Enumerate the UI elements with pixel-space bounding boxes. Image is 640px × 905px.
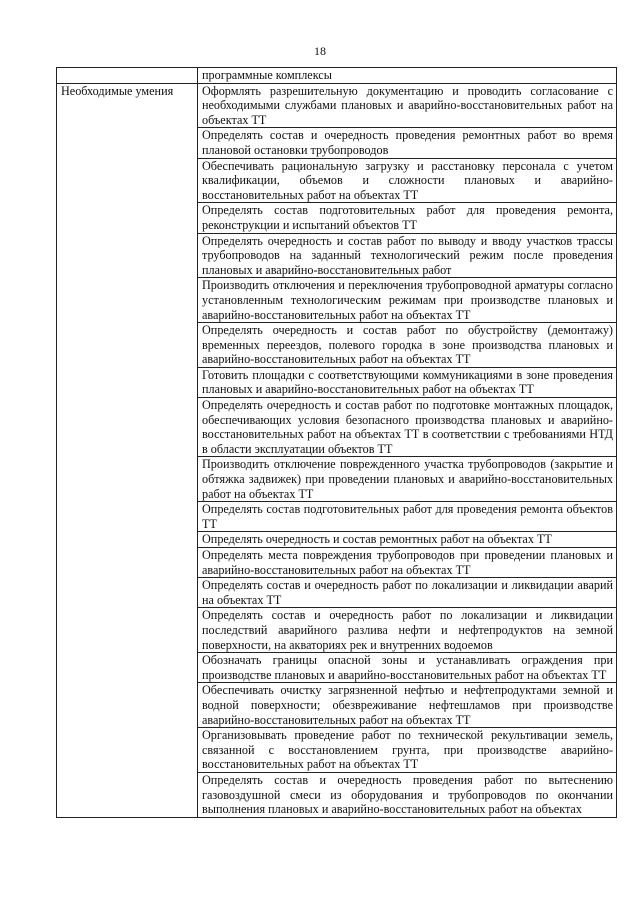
row-text-cell: Определять состав подготовительных работ для проведения ремонта объектов ТТ [198,502,617,532]
row-text-cell: программные комплексы [198,68,617,84]
row-text-cell: Определять места повреждения трубопроводов при проведении плановых и аварийно-восстановительных работ на объектах ТТ [198,548,617,578]
row-label-cell [57,158,198,203]
table-row [57,502,617,532]
row-text-cell: Определять состав и очередность работ по локализации и ликвидации аварий на объектах ТТ [198,578,617,608]
table-row [57,278,617,323]
row-label-cell [57,203,198,233]
table-row [57,233,617,278]
row-label-cell [57,772,198,817]
row-text-cell: Обеспечивать очистку загрязненной нефтью и нефтепродуктами земной и водной поверхности; обезвреживание нефтешламов при производстве аварийно-восстановительных работ на объектах ТТ [198,683,617,728]
row-text-cell: Производить отключения и переключения трубопроводной арматуры согласно установленным технологическим режимам при производстве плановых и аварийно-восстановительных работ на объектах ТТ [198,278,617,323]
row-text-cell: Определять состав и очередность проведения работ по вытеснению газовоздушной смеси из оборудования и трубопроводов по окончании выполнения плановых и аварийно-восстановительных работ на объектах [198,772,617,817]
row-label-cell [57,398,198,457]
row-label-cell: Необходимые умения [57,83,198,128]
table-row [57,578,617,608]
row-text-cell: Определять состав подготовительных работ для проведения ремонта, реконструкции и испытаний объектов ТТ [198,203,617,233]
table-row [57,68,617,84]
table-row [57,83,617,128]
table-row [57,683,617,728]
row-text-cell: Обозначать границы опасной зоны и устанавливать ограждения при производстве плановых и аварийно-восстановительных работ на объектах ТТ [198,653,617,683]
row-text-cell: Организовывать проведение работ по технической рекультивации земель, связанной с восстановлением грунта, при производстве аварийно-восстановительных работ на объектах ТТ [198,728,617,773]
row-label-cell [57,233,198,278]
row-label-cell [57,532,198,548]
table-row [57,608,617,653]
row-text-cell: Обеспечивать рациональную загрузку и расстановку персонала с учетом квалификации, объемов и сложности плановых и аварийно-восстановительных работ на объектах ТТ [198,158,617,203]
table-row [57,532,617,548]
row-label-cell [57,728,198,773]
row-label-cell [57,502,198,532]
row-text-cell: Определять состав и очередность работ по локализации и ликвидации последствий аварийного разлива нефти и нефтепродуктов на земной поверхности, на акваториях рек и внутренних водоемов [198,608,617,653]
row-label-cell [57,457,198,502]
row-text-cell: Определять очередность и состав работ по подготовке монтажных площадок, обеспечивающих условия безопасного производства плановых и аварийно-восстановительных работ на объектах ТТ в соответствии с требованиями НТД в области эксплуатации объектов ТТ [198,398,617,457]
skills-table [56,67,617,818]
table-row [57,367,617,397]
page-number: 18 [314,44,326,58]
row-label-cell [57,278,198,323]
table-row [57,548,617,578]
row-label-cell [57,683,198,728]
table-row [57,457,617,502]
row-text-cell: Производить отключение поврежденного участка трубопроводов (закрытие и обтяжка задвижек) при проведении плановых и аварийно-восстановительных работ на объектах ТТ [198,457,617,502]
row-text-cell: Определять очередность и состав ремонтных работ на объектах ТТ [198,532,617,548]
table-row [57,653,617,683]
row-text-cell: Оформлять разрешительную документацию и проводить согласование с необходимыми службами плановых и аварийно-восстановительных работ на объектах ТТ [198,83,617,128]
row-label-cell [57,68,198,84]
table-row [57,728,617,773]
row-label-cell [57,578,198,608]
table-row [57,128,617,158]
table-row [57,772,617,817]
row-text-cell: Определять очередность и состав работ по обустройству (демонтажу) временных переездов, полевого городка в зоне производства плановых и аварийно-восстановительных работ на объектах ТТ [198,323,617,368]
row-label-cell [57,323,198,368]
row-label-cell [57,548,198,578]
row-text-cell: Готовить площадки с соответствующими коммуникациями в зоне проведения плановых и аварийно-восстановительных работ на объектах ТТ [198,367,617,397]
row-text-cell: Определять очередность и состав работ по выводу и вводу участков трассы трубопроводов на заданный технологический режим после проведения плановых и аварийно-восстановительных работ [198,233,617,278]
table-row [57,158,617,203]
table-row [57,398,617,457]
table-row [57,323,617,368]
table-row [57,203,617,233]
row-label-cell [57,367,198,397]
row-label-cell [57,128,198,158]
row-text-cell: Определять состав и очередность проведения ремонтных работ во время плановой остановки трубопроводов [198,128,617,158]
row-label-cell [57,653,198,683]
row-label-cell [57,608,198,653]
